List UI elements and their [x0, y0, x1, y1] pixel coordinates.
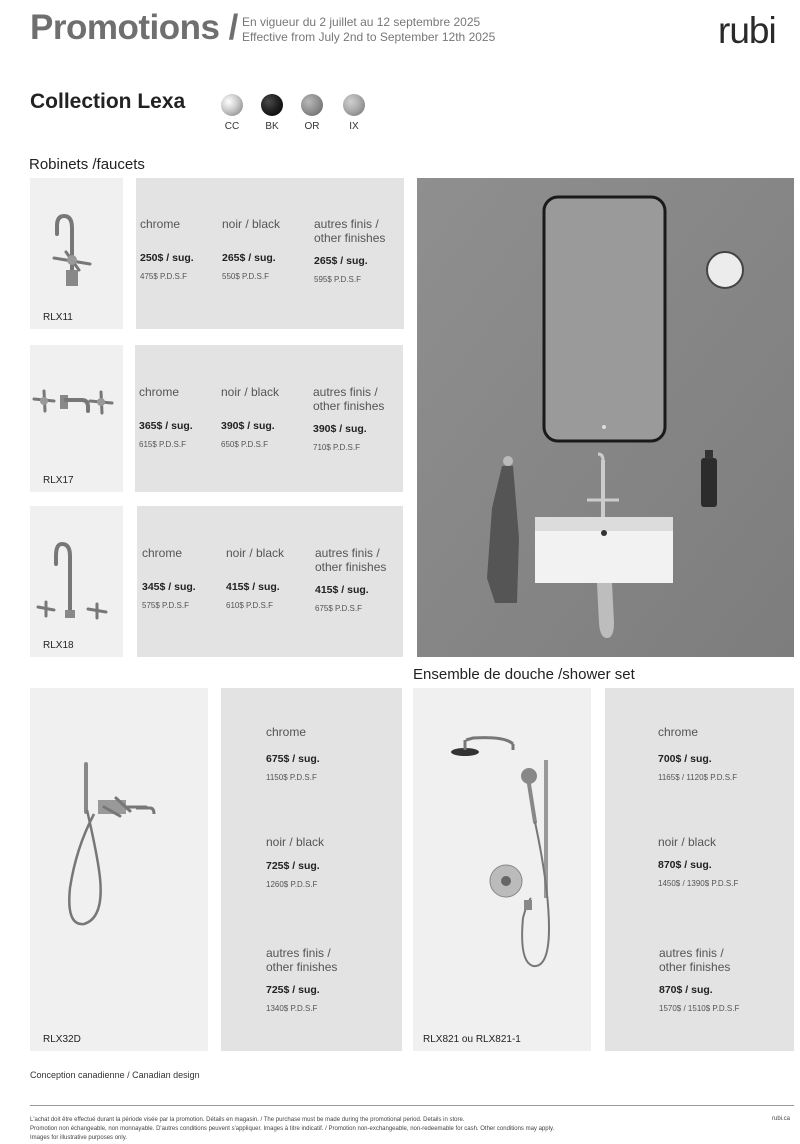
price-panel-rlx821	[605, 688, 794, 1051]
price-chrome: 365$ / sug.	[139, 420, 193, 432]
brand-logo: rubi	[718, 10, 776, 51]
canadian-design-note: Conception canadienne / Canadian design	[30, 1070, 200, 1080]
faucet-rlx18-illustration	[30, 506, 123, 657]
faucet-rlx17-illustration	[30, 345, 123, 492]
finish-chrome-label: chrome	[140, 217, 181, 231]
finish-other-label-line2: other finishes	[659, 960, 731, 974]
price-chrome: 675$ / sug.	[266, 753, 320, 765]
price-panel-rlx32d	[221, 688, 402, 1051]
product-image-rlx821	[413, 688, 591, 1051]
price-chrome: 345$ / sug.	[142, 581, 196, 593]
finish-swatch-or	[301, 94, 323, 116]
page-title: Promotions /	[30, 8, 238, 47]
finish-other-label-line2: other finishes	[314, 231, 386, 245]
model-code: RLX18	[43, 640, 74, 651]
collection-title: Collection Lexa	[30, 90, 186, 113]
finish-other-label-line1: autres finis /	[315, 546, 380, 560]
finish-chrome-label: chrome	[266, 725, 307, 739]
website-link[interactable]: rubi.ca	[772, 1116, 791, 1122]
msrp-black: 610$ P.D.S.F	[226, 601, 273, 610]
finish-other-label-line2: other finishes	[266, 960, 338, 974]
finish-other-label	[314, 217, 385, 245]
finish-other-label-line1: autres finis /	[266, 946, 331, 960]
finish-code-bk: BK	[265, 121, 279, 132]
model-code: RLX32D	[43, 1034, 81, 1045]
msrp-chrome: 615$ P.D.S.F	[139, 440, 186, 449]
bathroom-scene-illustration	[417, 178, 794, 657]
finish-other-label	[313, 385, 384, 413]
msrp-chrome: 1150$ P.D.S.F	[266, 773, 317, 782]
dates-french: En vigueur du 2 juillet au 12 septembre 2025	[242, 15, 481, 29]
msrp-black: 650$ P.D.S.F	[221, 440, 268, 449]
msrp-other: 1340$ P.D.S.F	[266, 1004, 318, 1013]
msrp-chrome: 475$ P.D.S.F	[140, 272, 187, 281]
product-image-rlx32d	[30, 688, 208, 1051]
price-chrome: 250$ / sug.	[140, 252, 194, 264]
finish-swatch-cc	[221, 94, 243, 116]
finish-other-label-line1: autres finis /	[313, 385, 378, 399]
price-panel-rlx17	[135, 345, 403, 492]
finish-swatch-bk	[261, 94, 283, 116]
legal-line-3: Images for illustrative purposes only.	[30, 1135, 127, 1141]
tub-filler-rlx32d-illustration	[30, 688, 208, 1051]
finish-other-label-line1: autres finis /	[314, 217, 379, 231]
finish-black-label: noir / black	[658, 835, 717, 849]
msrp-other: 595$ P.D.S.F	[314, 275, 361, 284]
promotion-dates	[242, 15, 495, 45]
finish-black-label: noir / black	[266, 835, 325, 849]
dates-english: Effective from July 2nd to September 12th 2025	[242, 30, 496, 44]
product-image-rlx18	[30, 506, 123, 657]
finish-code-or: OR	[304, 121, 320, 132]
msrp-other: 710$ P.D.S.F	[313, 443, 360, 452]
finish-chrome-label: chrome	[142, 546, 183, 560]
model-code: RLX17	[43, 475, 74, 486]
msrp-chrome: 1165$ / 1120$ P.D.S.F	[658, 773, 738, 782]
price-other: 265$ / sug.	[314, 255, 368, 267]
price-chrome: 700$ / sug.	[658, 753, 712, 765]
price-panel-rlx11	[136, 178, 404, 329]
price-black: 870$ / sug.	[658, 859, 712, 871]
legal-line-2: Promotion non échangeable, non monnayable. D'autres conditions peuvent s'appliquer. Images à titre indicatif. / Promotion non-exchangeable, non-redeemable for cash. Other conditions may apply.	[30, 1126, 555, 1132]
footer-divider	[30, 1105, 794, 1106]
finish-black-label: noir / black	[226, 546, 285, 560]
finish-other-label	[315, 546, 386, 574]
finish-other-label	[266, 946, 337, 974]
price-other: 725$ / sug.	[266, 984, 320, 996]
shower-set-rlx821-illustration	[413, 688, 591, 1051]
finish-other-label	[659, 946, 730, 974]
finish-other-label-line2: other finishes	[315, 560, 387, 574]
msrp-black: 1260$ P.D.S.F	[266, 880, 318, 889]
product-image-rlx11	[30, 178, 123, 329]
finish-code-cc: CC	[224, 121, 240, 132]
product-image-rlx17	[30, 345, 123, 492]
msrp-chrome: 575$ P.D.S.F	[142, 601, 189, 610]
finish-chrome-label: chrome	[139, 385, 180, 399]
price-black: 390$ / sug.	[221, 420, 275, 432]
msrp-black: 550$ P.D.S.F	[222, 272, 269, 281]
price-black: 265$ / sug.	[222, 252, 276, 264]
bathroom-photo	[417, 178, 794, 657]
price-black: 415$ / sug.	[226, 581, 280, 593]
faucet-rlx11-illustration	[30, 178, 123, 329]
finish-swatch-ix	[343, 94, 365, 116]
price-other: 870$ / sug.	[659, 984, 713, 996]
price-panel-rlx18	[137, 506, 403, 657]
legal-line-1: L'achat doit être effectué durant la période visée par la promotion. Détails en magasin. / The purchase must be made during the promotional period. Details in store.	[30, 1117, 465, 1123]
finish-other-label-line1: autres finis /	[659, 946, 724, 960]
finish-black-label: noir / black	[221, 385, 280, 399]
finish-code-ix: IX	[349, 121, 359, 132]
finish-other-label-line2: other finishes	[313, 399, 385, 413]
legal-text	[30, 1116, 730, 1143]
finish-black-label: noir / black	[222, 217, 281, 231]
faucets-heading: Robinets /faucets	[29, 156, 145, 173]
finish-chrome-label: chrome	[658, 725, 699, 739]
model-code: RLX821 ou RLX821-1	[423, 1034, 521, 1045]
price-other: 415$ / sug.	[315, 584, 369, 596]
model-code: RLX11	[43, 312, 73, 323]
msrp-other: 675$ P.D.S.F	[315, 604, 362, 613]
price-other: 390$ / sug.	[313, 423, 367, 435]
msrp-black: 1450$ / 1390$ P.D.S.F	[658, 879, 739, 888]
price-black: 725$ / sug.	[266, 860, 320, 872]
msrp-other: 1570$ / 1510$ P.D.S.F	[659, 1004, 740, 1013]
shower-heading: Ensemble de douche /shower set	[413, 666, 635, 683]
